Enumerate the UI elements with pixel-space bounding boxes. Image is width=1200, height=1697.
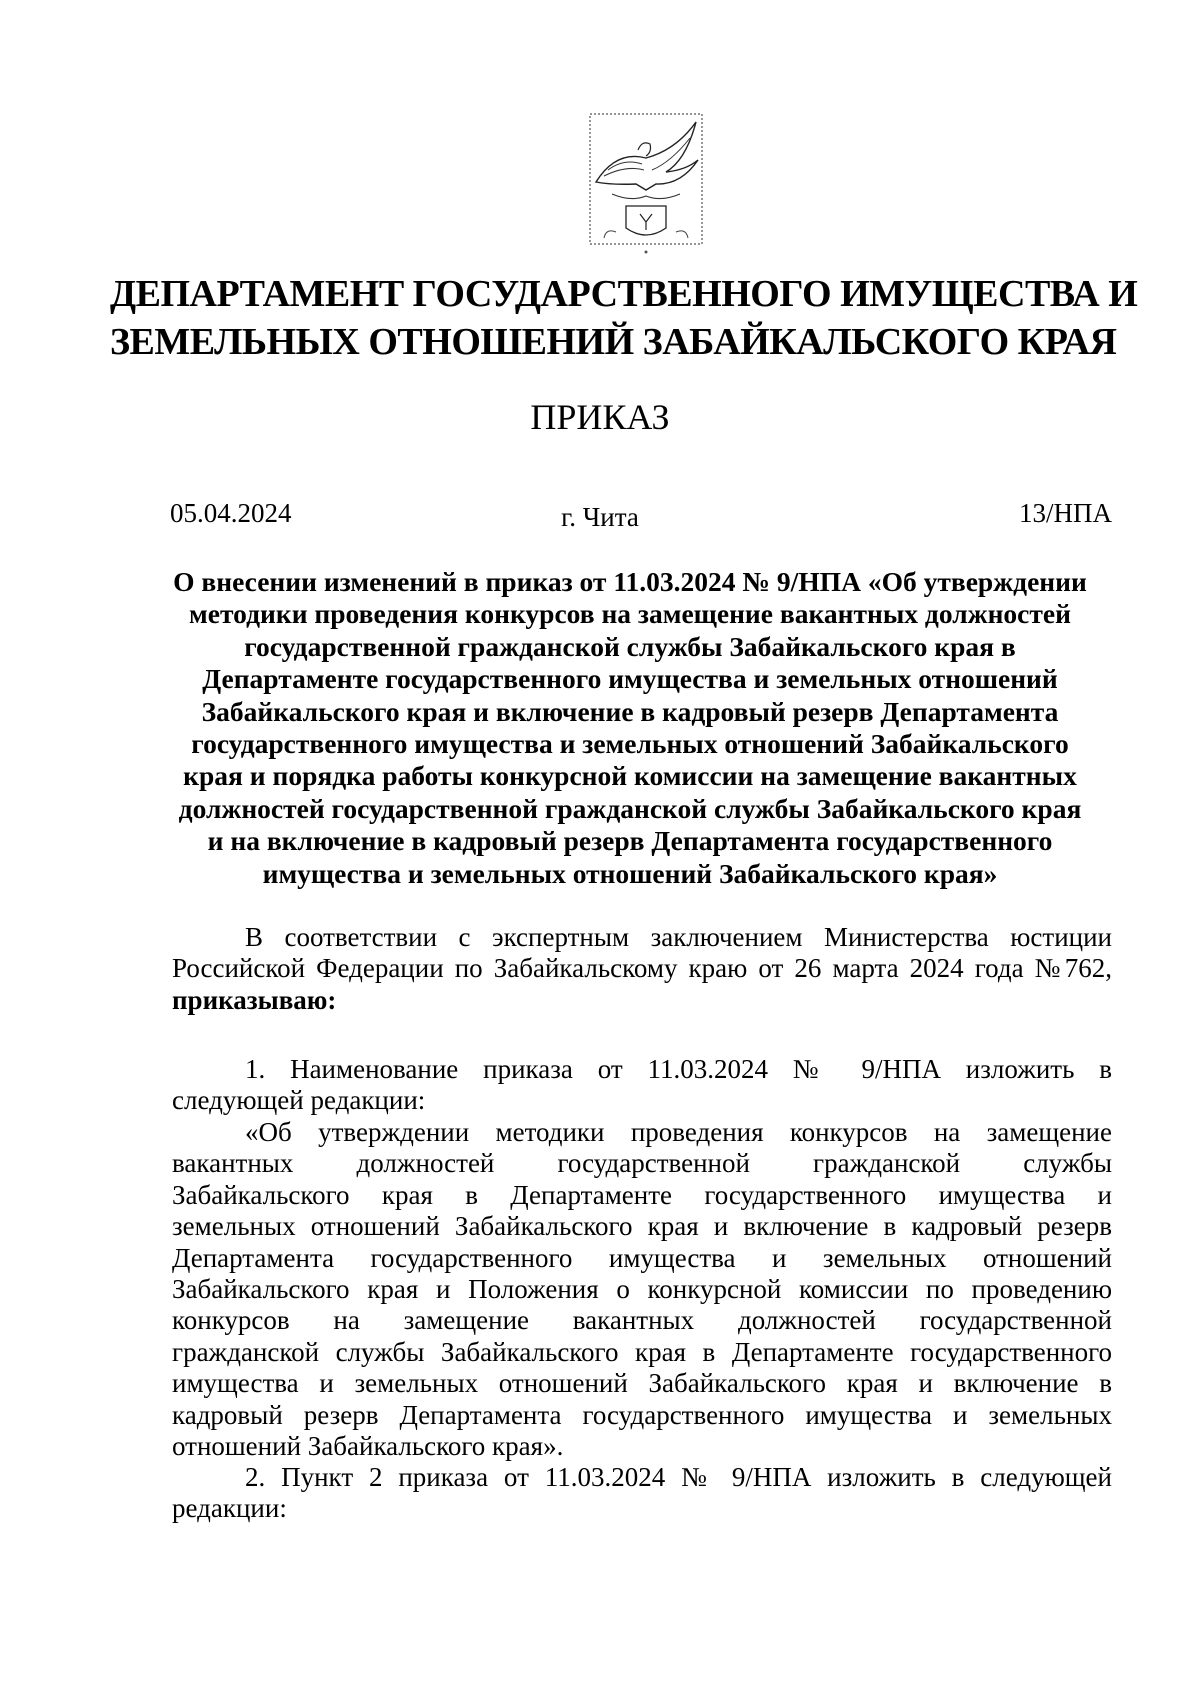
item-1 bbox=[172, 1054, 1112, 1117]
department-line-2: ЗЕМЕЛЬНЫХ ОТНОШЕНИЙ ЗАБАЙКАЛЬСКОГО КРАЯ bbox=[110, 321, 1117, 363]
preamble-line: В соответствии с экспертным заключением Министерства юстиции bbox=[245, 922, 1112, 952]
document-type: ПРИКАЗ bbox=[530, 397, 670, 437]
preamble-line: Российской Федерации по Забайкальскому краю от 26 марта 2024 года №762, bbox=[172, 953, 1112, 984]
quote-line: кадровый резерв Департамента государственного имущества и земельных bbox=[172, 1399, 1112, 1430]
quote-line: гражданской службы Забайкальского края в Департаменте государственного bbox=[172, 1336, 1112, 1367]
coat-of-arms-icon bbox=[586, 110, 706, 260]
subject-line: методики проведения конкурсов на замещение вакантных должностей bbox=[189, 598, 1071, 630]
department-line-1: ДЕПАРТАМЕНТ ГОСУДАРСТВЕННОГО ИМУЩЕСТВА И bbox=[110, 273, 1138, 315]
subject-line: О внесении изменений в приказ от 11.03.2024 № 9/НПА «Об утверждении bbox=[173, 566, 1087, 597]
subject-line: Забайкальского края и включение в кадровый резерв Департамента bbox=[201, 695, 1059, 727]
subject-line: государственной гражданской службы Забайкальского края в bbox=[244, 630, 1016, 662]
quote-line: имущества и земельных отношений Забайкальского края и включение в bbox=[172, 1368, 1112, 1399]
item-2-line: 2. Пункт 2 приказа от 11.03.2024 № 9/НПА изложить в следующей bbox=[245, 1462, 1112, 1492]
document-city: г. Чита bbox=[561, 502, 639, 532]
quote-line: Забайкальского края и Положения о конкурсной комиссии по проведению bbox=[172, 1273, 1112, 1304]
quote-line: вакантных должностей государственной гражданской службы bbox=[172, 1148, 1112, 1179]
document-subject bbox=[150, 566, 1110, 890]
quote-line: отношений Забайкальского края». bbox=[172, 1430, 564, 1461]
quote-line: Департамента государственного имущества и земельных отношений bbox=[172, 1242, 1112, 1273]
subject-line: края и порядка работы конкурсной комиссии на замещение вакантных bbox=[183, 760, 1077, 792]
subject-line: имущества и земельных отношений Забайкальского края» bbox=[262, 857, 998, 889]
quote-line: «Об утверждении методики проведения конкурсов на замещение bbox=[245, 1117, 1112, 1147]
document-number: 13/НПА bbox=[1019, 498, 1112, 528]
document-date: 05.04.2024 bbox=[170, 498, 292, 528]
item-2-line: редакции: bbox=[172, 1493, 287, 1524]
item-1-line: следующей редакции: bbox=[172, 1085, 426, 1116]
item-2 bbox=[172, 1462, 1112, 1525]
subject-line: государственного имущества и земельных отношений Забайкальского bbox=[191, 728, 1069, 760]
subject-line: и на включение в кадровый резерв Департамента государственного bbox=[207, 825, 1053, 857]
preamble bbox=[172, 922, 1112, 1016]
item-1-line: 1. Наименование приказа от 11.03.2024 № 9/НПА изложить в bbox=[245, 1054, 1112, 1084]
department-name bbox=[110, 270, 1138, 366]
quote-line: конкурсов на замещение вакантных должностей государственной bbox=[172, 1305, 1112, 1336]
quote-line: Забайкальского края в Департаменте государственного имущества и bbox=[172, 1179, 1112, 1210]
quote-line: земельных отношений Забайкальского края и включение в кадровый резерв bbox=[172, 1211, 1112, 1242]
subject-line: Департаменте государственного имущества и земельных отношений bbox=[202, 663, 1058, 695]
preamble-order-word: приказываю: bbox=[172, 984, 337, 1015]
subject-line: должностей государственной гражданской службы Забайкальского края bbox=[178, 792, 1082, 824]
quoted-title bbox=[172, 1117, 1112, 1462]
